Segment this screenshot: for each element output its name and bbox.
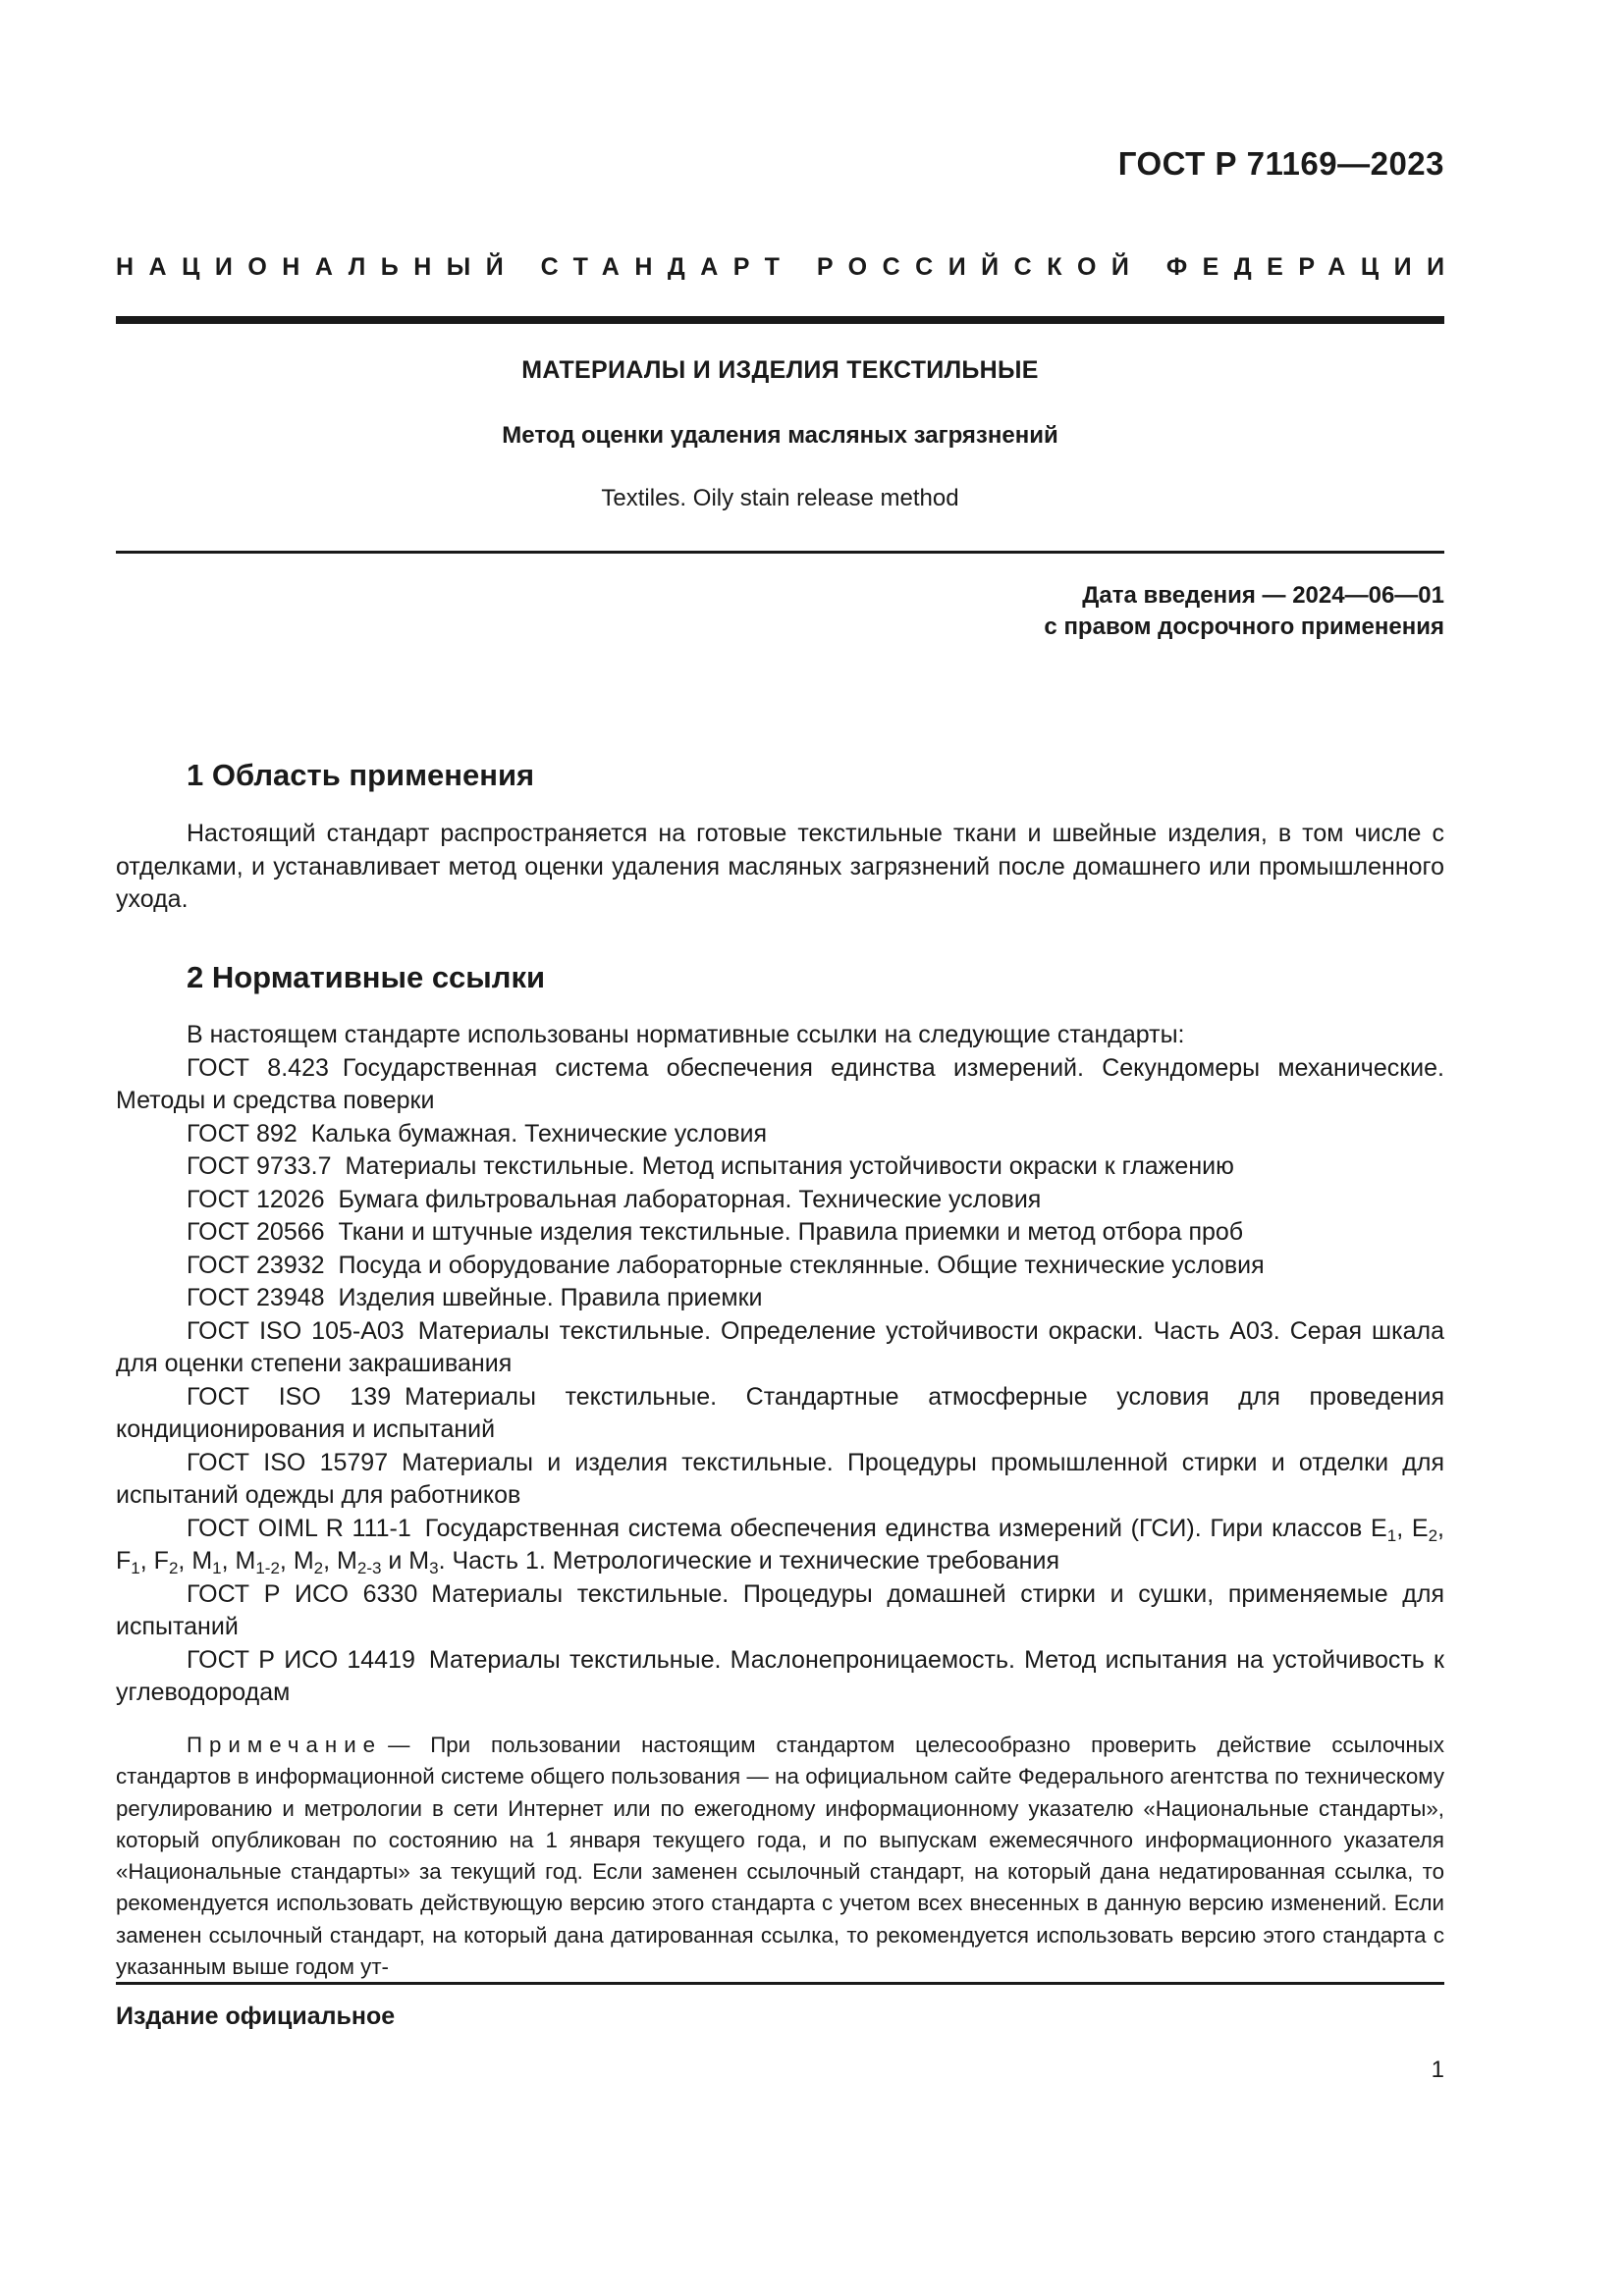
reference-code: ГОСТ OIML R 111-1: [187, 1514, 411, 1542]
reference-code: ГОСТ 892: [187, 1119, 298, 1148]
reference-title: Материалы текстильные. Процедуры домашней стирки и сушки, применяемые для испытаний: [116, 1579, 1444, 1640]
reference-item: [116, 1052, 1444, 1118]
note-paragraph: [116, 1730, 1444, 1983]
reference-title: Изделия швейные. Правила приемки: [338, 1284, 763, 1311]
reference-title: Государственная система обеспечения единства измерений (ГСИ). Гири классов: [424, 1514, 1372, 1542]
document-title: МАТЕРИАЛЫ И ИЗДЕЛИЯ ТЕКСТИЛЬНЫЕ: [521, 356, 1039, 384]
title-divider: [116, 551, 1444, 554]
official-edition-label: Издание официальное: [116, 2002, 396, 2030]
reference-code: ГОСТ ISO 15797: [187, 1448, 389, 1476]
note-label: Примечание: [187, 1733, 383, 1757]
reference-item: [116, 1381, 1444, 1447]
reference-title: Материалы текстильные. Стандартные атмосферные условия для проведения кондиционирования и испытаний: [116, 1382, 1445, 1443]
document-subtitle: Метод оценки удаления масляных загрязнений: [502, 422, 1058, 449]
reference-title: Материалы текстильные. Маслонепроницаемость. Метод испытания на устойчивость к углеводородам: [116, 1645, 1444, 1706]
reference-code: ГОСТ Р ИСО 14419: [187, 1645, 415, 1674]
reference-item: [116, 1150, 1444, 1184]
introduction-date-line: Дата введения — 2024—06—01: [1082, 582, 1444, 609]
reference-item: [116, 1282, 1444, 1315]
reference-item: [116, 1250, 1444, 1283]
note-text: — При пользовании настоящим стандартом целесообразно проверить действие ссылочных стандартов в информационной системе общего пользования — на официальном сайте Федерального агентства по техническому регулированию и метрологии в сети Интернет или по ежегодному информационному указателю «Национальные стандарты», который опубликован по состоянию на 1 января текущего года, и по выпускам ежемесячного информационного указателя «Национальные стандарты» за текущий год. Если заменен ссылочный стандарт, на который дана недатированная ссылка, то рекомендуется использовать действующую версию этого стандарта с учетом всех внесенных в данную версию изменений. Если заменен ссылочный стандарт, на который дана датированная ссылка, то рекомендуется использовать версию этого стандарта с указанным выше годом ут-: [116, 1733, 1444, 1980]
english-title: Textiles. Oily stain release method: [601, 485, 959, 511]
reference-item: [116, 1447, 1444, 1513]
national-standard-banner: НАЦИОНАЛЬНЫЙ СТАНДАРТ РОССИЙСКОЙ ФЕДЕРАЦИИ: [116, 253, 1460, 281]
references-intro: В настоящем стандарте использованы нормативные ссылки на следующие стандарты:: [187, 1021, 1185, 1048]
reference-title: Материалы текстильные. Метод испытания устойчивости окраски к глажению: [345, 1152, 1234, 1180]
reference-title: Посуда и оборудование лабораторные стеклянные. Общие технические условия: [338, 1251, 1265, 1279]
reference-code: ГОСТ 20566: [187, 1218, 325, 1246]
scope-section: [116, 818, 1444, 917]
reference-code: ГОСТ ISO 139: [187, 1382, 392, 1411]
section-heading-references: 2 Нормативные ссылки: [187, 960, 546, 994]
reference-title: Материалы и изделия текстильные. Процедуры промышленной стирки и отделки для испытаний одежды для работников: [116, 1448, 1444, 1509]
page-number: 1: [1431, 2056, 1444, 2083]
reference-code: ГОСТ 12026: [187, 1185, 325, 1213]
weight-classes: $E_1$, $E_2$, $F_1$, $F_2$, $M_1$, $M_{1-2}$, $M_2$, $M_{2-3}$ и $M_3$: [116, 1514, 1444, 1577]
section-heading-scope: 1 Область применения: [187, 758, 535, 792]
scope-paragraph: Настоящий стандарт распространяется на готовые текстильные ткани и швейные изделия, в том числе с отделками, и устанавливает метод оценки удаления масляных загрязнений после домашнего или промышленного ухода.: [116, 820, 1444, 913]
reference-code: ГОСТ ISO 105-A03: [187, 1316, 405, 1345]
reference-title: Бумага фильтровальная лабораторная. Технические условия: [338, 1185, 1042, 1213]
reference-code: ГОСТ 23948: [187, 1284, 325, 1311]
reference-title: Ткани и штучные изделия текстильные. Правила приемки и метод отбора проб: [338, 1218, 1244, 1246]
document-number: ГОСТ Р 71169—2023: [1117, 145, 1444, 182]
reference-title: Государственная система обеспечения единства измерений. Секундомеры механические. Методы и средства поверки: [116, 1053, 1444, 1114]
reference-title-tail: . Часть 1. Метрологические и технические требования: [438, 1547, 1059, 1575]
note-block: [116, 1730, 1444, 1983]
reference-title: Калька бумажная. Технические условия: [310, 1119, 768, 1148]
reference-item: [116, 1118, 1444, 1151]
reference-item: [116, 1216, 1444, 1250]
introduction-date: [1044, 580, 1444, 643]
reference-code: ГОСТ 23932: [187, 1251, 325, 1279]
reference-item: [116, 1184, 1444, 1217]
reference-item: [116, 1315, 1444, 1381]
early-application-line: с правом досрочного применения: [1044, 614, 1444, 640]
reference-item: [116, 1578, 1444, 1644]
footer-divider: [116, 1982, 1444, 1985]
reference-code: ГОСТ 9733.7: [187, 1152, 332, 1180]
reference-code: ГОСТ 8.423: [187, 1053, 329, 1082]
reference-item: [116, 1644, 1444, 1710]
reference-title: Материалы текстильные. Определение устойчивости окраски. Часть A03. Серая шкала для оценки степени закрашивания: [116, 1316, 1444, 1377]
reference-item: [116, 1513, 1444, 1578]
references-list: [116, 1019, 1444, 1710]
reference-code: ГОСТ Р ИСО 6330: [187, 1579, 418, 1608]
header-divider: [116, 316, 1444, 324]
